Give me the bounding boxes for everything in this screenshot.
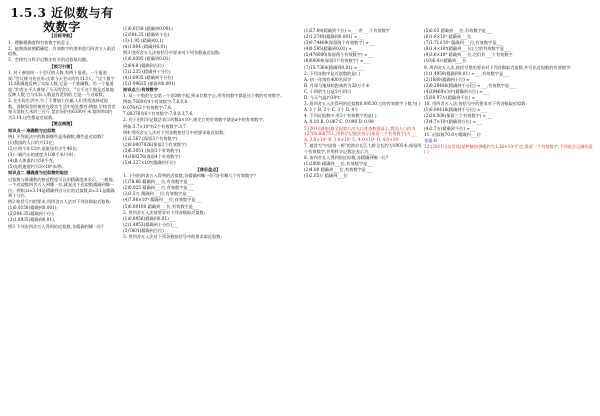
col2-line: 1. 从一个数的左边第一个非0数字起,到末位数字止,所有的数字都是这个数的有效数字。 (123, 93, 285, 99)
col2-line: (3)6.3051 (保留3个有效数字) (123, 147, 181, 153)
col1-line: 2. 在实际生活中,为了不增加工作量,人们常常选择近似数。读数误差的使用在现实生活中处处都有:例如,学校食堂每天消耗大米约三百斤,某农场约有6300千米,圆周率π约为3.14,这些都是近似数。 (8, 98, 116, 120)
col4-line: (1)1.4959(精确到0.01) ≈___,有效数字是___ (424, 70, 510, 76)
col1-line: 【目标导航】 (49, 33, 75, 38)
col3-line: A. 3.8×10⁶ B. 3.8×10⁷ C. 4.0×10⁶ D. 4.0×10⁷ (304, 137, 400, 143)
col4-line: (5)30.97万(精确到千位) ≈___ (424, 95, 482, 101)
col1-line: 1、理解精确度和有效数字的意义。 (8, 39, 74, 45)
col2-line: (2)64.8 (精确到百位) (123, 62, 164, 68)
col1-line: 【预习引领】 (49, 63, 75, 69)
col1-line: 例3 下列由四舍五入得到的近似数,各精确到哪一位? (8, 223, 104, 229)
col2-line: (4)1.804 (精确到0.01) (123, 44, 168, 50)
page-title: 1.5.3 近似数与有效数字 (10, 6, 114, 34)
col2-line: (4)1.8935 (精确到千分位) (123, 74, 174, 80)
col4-line: (3)0.28496(精确到千分位) ≈___,有效数字是___ (424, 82, 516, 88)
col2-line: (5)0.00100 精确到___位,有效数字是___ (123, 203, 200, 209)
col1-line: (4)某人体重约为58千克; (8, 158, 55, 164)
col2-line: (3)3.5万 精确到___位,有效数字是___ (123, 191, 193, 197)
col3-line: A. 初一年级有400名同学 (304, 76, 352, 82)
col2-line: (3)7801(精确到百位)___ (123, 227, 171, 233)
col4-line: (8)1.4×10⁴(精确到___位),它的有效数字是___ (424, 46, 511, 52)
col2-line: 【课后盘点】 (195, 166, 221, 172)
col4-line: (4)20469×10⁶(精确到万位) ≈___ (424, 88, 490, 94)
col3-line: (1)37.69(精确到个位) ≈___ 有___个有效数字 (304, 28, 390, 33)
col2-line: 3. 用四舍五入法对下列各数按括号中的要求取近似数: (123, 234, 222, 239)
col3-line: 4. 下列近似数中,有3个有效数字的是( ) (304, 113, 377, 119)
col1-line: 例2 按括号内的要求,用四舍五入法对下列各数取近似数: (8, 199, 112, 205)
col4-line: (7)3.71×10⁵ 精确到___位,有效数字是___ (424, 40, 503, 46)
col1-line: (3)一辆汽车的速度为100千米/小时; (8, 152, 75, 158)
col3-line: 3. 用四舍五入法得到的近似数0.09530,它的有效数字个数为( ) (304, 101, 421, 107)
col4-line: (9)3.0×10⁴ 精确到___位,它们有___个有效数字 (424, 52, 513, 58)
col2-line: (2)0.0007026(保留2个有效数字) (123, 141, 187, 147)
col2-line: 1. 下列由四舍五入得到的近似数,各精确到哪一位?各有哪几个有效数字? (123, 173, 256, 179)
col3-line: (5)476000(保留两个有效数字) ≈___ (304, 52, 374, 58)
col2-line: (1)0.0158 (精确到0.001) (123, 26, 173, 31)
col3-line: 7. 被誉为"中国第一桥"的南京长江大桥全长约为1905米,保留两个有效数字,并用科学记数法表示为___ (304, 143, 422, 154)
col3-line: D. 今天气温约30℃ (304, 95, 341, 101)
col2-line: (2)0.025 精确到___位,有效数字是___ (123, 185, 194, 191)
col2-line: 例3 用四舍五入法按括号中要求对下列各数取近似数: (123, 50, 221, 56)
col4-line: (2)1680(精确到十位) ≈___ (424, 76, 476, 82)
col1-line: 近似数与准确数的接近程度可以用精确度来表示。一般地,一个近似数四舍五入到哪一位,就说这个近似数精确到哪一位。例如,π≈3.14是精确到百分位的近似数,π≈3.1是精确到十分位。 (8, 176, 115, 199)
col3-line: (3)2.05万 精确到___位 (304, 173, 348, 179)
col3-line: (3)0.74409(保留两个有效数字) ≈___ (304, 40, 376, 46)
col1-line: 3、会探究与科学记数法有关的近似数问题。 (8, 57, 91, 63)
col4-line: 12.(2011山东青岛)某种解热供暖约为1.36×10⁷千克,保留一个有效数字,下列说法正确的是( ) (424, 143, 593, 155)
col1-line: (3)1.8935(精确到0.01)。 (8, 217, 58, 223)
col3-line: (6)60000(保留3个有效数字) ≈___ (304, 58, 370, 64)
column-1 (8, 32, 116, 230)
col2-line: (1)0.8956(精确到0.01)___ (123, 215, 176, 221)
col2-line: (1)3.567 (保留3个有效数字) (123, 135, 178, 141)
col2-line: 知识点三:有效数字 (123, 86, 159, 92)
col1-line: (2)304.35(精确到个位); (8, 211, 55, 217)
col3-line: 2. 下列各数中是近似数的是( ) (304, 70, 360, 76)
column-2 (123, 26, 293, 240)
col4-line: 10. 用四舍五入法,按括号中的要求对下列各数取近似数: (424, 101, 527, 107)
col4-line: 11. 近似数70.8万精确到___位 (424, 131, 482, 137)
col2-line: 0.076有2个有效数字:7,6. (123, 105, 173, 111)
col4-line: (5)0.03 精确到___位,有效数字是___ (424, 28, 493, 33)
col3-line: (1)2000 精确到___位,有效数字是___ (304, 160, 374, 166)
col3-line: B. 月球与地球的距离约为38万千米 (304, 82, 370, 88)
col2-line: 例如,7600有4个有效数字:7,6,0,0. (123, 99, 189, 105)
col2-line: (4)7.86×10⁴ 精确到___位,有效数字是___ (123, 197, 202, 203)
col1-line: (5)光的速度约为3×10⁸米/秒。 (8, 164, 67, 170)
col1-line: (1)我国的人口约为13亿; (8, 139, 55, 145)
col4-line: (1)0.00416(精确到千分位) ≈___ (424, 107, 487, 113)
col3-line: (2)1.3749(精确到0.001) ≈___ (304, 34, 364, 40)
col2-line: (3)1.235 (精确到十分位) (123, 68, 171, 74)
col2-line: (3)-1.95 (精确到0.1) (123, 38, 164, 44)
col1-line: 例1 下列说法中的数据哪些是准确数,哪些是近似数? (8, 133, 104, 139)
col3-line: (7)15.7360(精确到0.01) ≈___ (304, 64, 364, 70)
col4-line: (6)1.9×10⁴ 精确到___位 (424, 34, 472, 40)
col2-line: 例如:3.7×10⁴有2个有效数字:3,7. (123, 123, 188, 129)
col1-line: (1)0.0158(精确到0.001); (8, 205, 58, 211)
col2-line: 2. 用四舍五入法按要求对下列各数取近似数: (123, 209, 206, 215)
col3-line: A. 1个 B. 2个 C. 3个 D. 4个 (304, 107, 359, 113)
col2-line: (4)308276(保留4个有效数字) (123, 153, 181, 159)
col3-line: (2)4.00 精确到___位,有效数字是___ (304, 166, 373, 172)
column-4 (424, 28, 594, 155)
col1-line: 知识点一 准确数与近似数 (8, 127, 56, 133)
col2-line: (1)0.8395 (精确到0.01) (123, 56, 171, 62)
col4-line: (10)6.4万精确到___位 (424, 58, 467, 64)
col2-line: (5)1.99635 (保留到0.001) (123, 80, 176, 86)
col4-line: (3)4.7×10⁵(精确到万位) ≈___ (424, 119, 483, 125)
col1-line: (2)小明今年12岁;某班级有学生46名; (8, 146, 78, 152)
col2-line: (2)304.35 (精确到个位) (123, 32, 170, 38)
col3-line: (4)8.595(精确到0.01) ≈___ (304, 46, 359, 52)
col4-line: 9. 用四舍五入法,按括号里的要求对下列各数取近似数,并写出近似数的有效数字: (424, 64, 572, 70)
col2-line: (2)1.4953(精确到十分位)___ (123, 221, 179, 227)
col2-line: 7.00376有6个有效数字:7,0,0,3,7,6. (123, 111, 194, 117)
col4-line: (4)2.7万(精确到千位) ≈___ (424, 125, 477, 131)
col2-line: 2. 对于用科学记数法表示的数a×10ⁿ,规定它的有效数字就是a中的有效数字。 (123, 117, 267, 123)
col1-line: 知识点二 精确度与近似数的取法 (8, 170, 69, 176)
col3-line: A. 0.10 B. 0.067 C. 0.098 D. 0.98 (304, 119, 374, 125)
col3-line: 5.(2011湖南)据全国第六次人口普查数据显示,我国人口约为1370536875人,用科学记数法表示(保留三个有效数字)为___ (304, 125, 417, 136)
col2-line: (1)78.86 精确到___位,有效数字是___ (123, 179, 194, 185)
col2-line: 例4 用四舍五入法对下列各数按括号中的要求取近似数: (123, 129, 225, 135)
col1-line: 【要点梳理】 (49, 121, 75, 127)
col4-line: (2)20.508(保留三个有效数字) ≈___ (424, 113, 493, 119)
col3-line: C. 小明的生日是5月10日 (304, 88, 352, 94)
col4-line: 答案:B (424, 137, 437, 143)
col1-line: 1. 对于参加同一个会议的人数,有两个报道。一个报道说:"会议秘书处宣布:出席今天会议的有113人。"这个数字113准确地反映了实际人数,它是一个准确数。另一个报道说:"约有五千人参加了今天的会议。"五千这个数是近似地反映人数,它与实际人数是有差别的,它是一个近似数。 (8, 70, 115, 98)
column-3 (304, 28, 422, 179)
col2-line: (5)4.327×10⁴(精确到千位) (123, 160, 176, 166)
col3-line: 8. 由四舍五入得到的近似数,各精确到哪一位? (304, 154, 389, 160)
col1-line: 2、能熟练按照精确度、有效数字的要求进行四舍五入取近似数。 (8, 45, 116, 57)
